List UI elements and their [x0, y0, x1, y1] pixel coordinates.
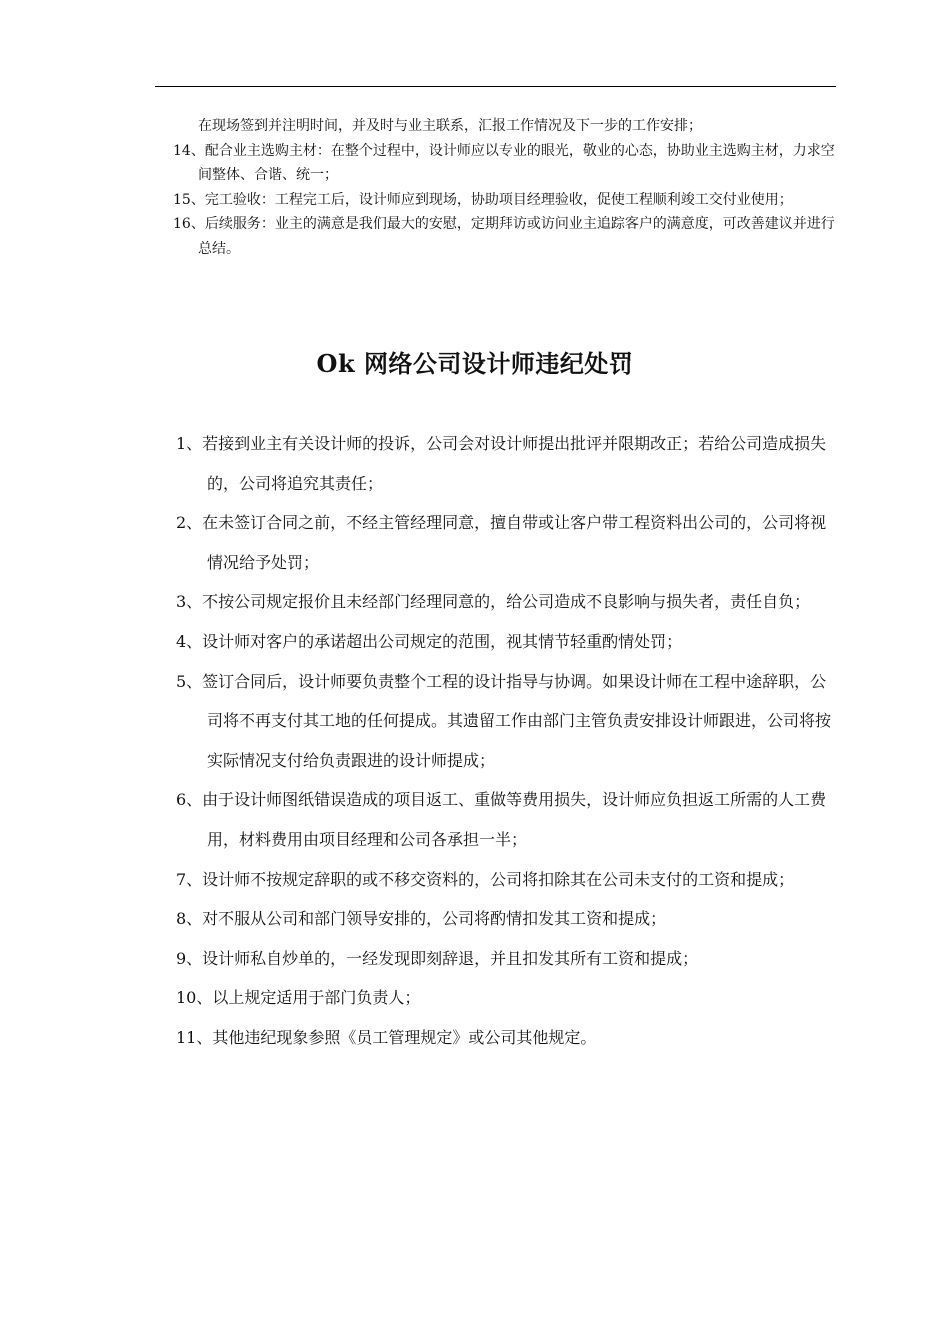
list-item-15: 15、完工验收：工程完工后，设计师应到现场，协助项目经理验收，促使工程顺利竣工交付业使用；	[173, 191, 793, 208]
page-title: Ok 网络公司设计师违纪处罚	[316, 349, 634, 378]
penalty-rules-list	[176, 424, 836, 1058]
rule-item-11: 11、其他违纪现象参照《员工管理规定》或公司其他规定。	[176, 1027, 597, 1047]
rule-item-6: 6、由于设计师图纸错误造成的项目返工、重做等费用损失，设计师应负担返工所需的人工费用，材料费用由项目经理和公司各承担一半；	[176, 790, 827, 849]
rule-item-5: 5、签订合同后，设计师要负责整个工程的设计指导与协调。如果设计师在工程中途辞职，公司将不再支付其工地的任何提成。其遗留工作由部门主管负责安排设计师跟进，公司将按实际情况支付给负责跟进的设计师提成；	[176, 671, 832, 770]
previous-section-list	[173, 114, 838, 261]
rule-item-9: 9、设计师私自炒单的，一经发现即刻辞退，并且扣发其所有工资和提成；	[176, 948, 699, 968]
rule-item-4: 4、设计师对客户的承诺超出公司规定的范围，视其情节轻重酌情处罚；	[176, 631, 683, 651]
list-item-16: 16、后续服务：业主的满意是我们最大的安慰，定期拜访或访问业主追踪客户的满意度，可改善建议并进行总结。	[173, 216, 835, 257]
header-rule	[155, 86, 836, 87]
rule-item-8: 8、对不服从公司和部门领导安排的，公司将酌情扣发其工资和提成；	[176, 909, 667, 929]
rule-item-2: 2、在未签订合同之前，不经主管经理同意，擅自带或让客户带工程资料出公司的，公司将视情况给予处罚；	[176, 513, 827, 572]
rule-item-1: 1、若接到业主有关设计师的投诉，公司会对设计师提出批评并限期改正；若给公司造成损失的，公司将追究其责任；	[176, 434, 827, 493]
rule-item-3: 3、不按公司规定报价且未经部门经理同意的，给公司造成不良影响与损失者，责任自负；	[176, 592, 811, 612]
list-item-14: 14、配合业主选购主材：在整个过程中，设计师应以专业的眼光，敬业的心态，协助业主选购主材，力求空间整体、合谐、统一；	[173, 142, 835, 183]
list-item-continuation: 在现场签到并注明时间，并及时与业主联系，汇报工作情况及下一步的工作安排；	[198, 118, 702, 134]
rule-item-7: 7、设计师不按规定辞职的或不移交资料的，公司将扣除其在公司未支付的工资和提成；	[176, 869, 795, 889]
rule-item-10: 10、以上规定适用于部门负责人；	[176, 988, 421, 1008]
